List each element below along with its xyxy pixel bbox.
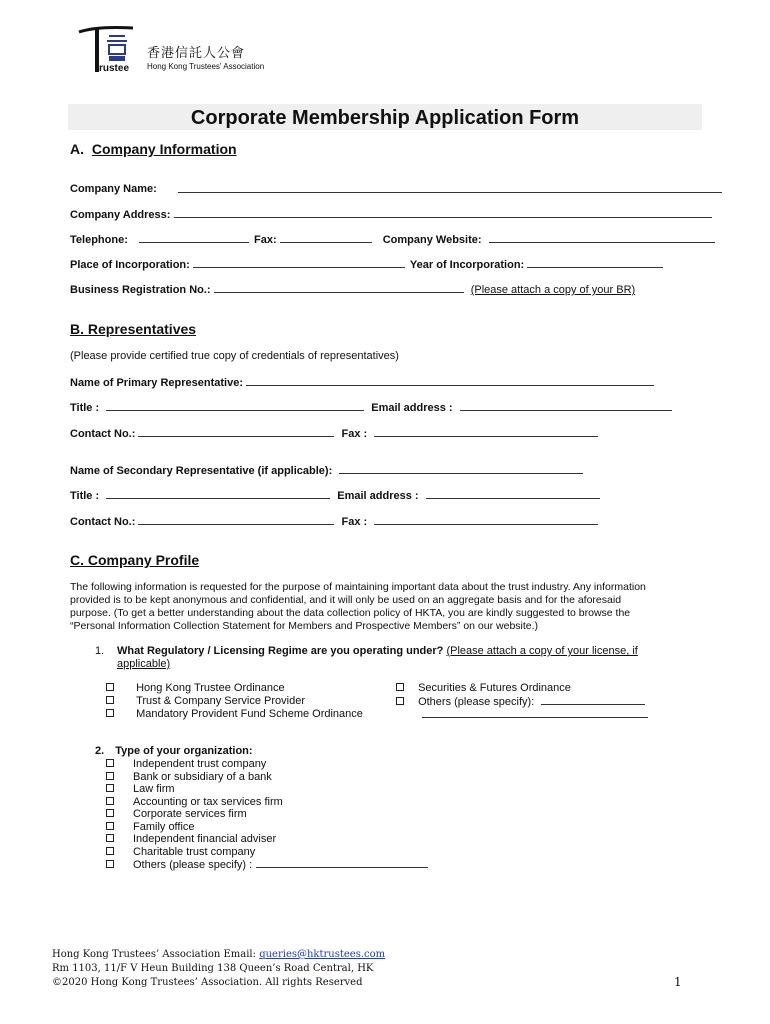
secondary-email-field[interactable] — [426, 489, 600, 499]
primary-fax-field[interactable] — [374, 427, 598, 437]
intro-line: purpose. (To get a better understanding about the data collection policy of HKTA, you are kindly suggested to browse the — [70, 607, 631, 619]
option-label: Others (please specify): — [418, 696, 535, 708]
option-label: Corporate services firm — [133, 808, 247, 820]
secondary-contact-label: Contact No.: — [70, 516, 136, 528]
org-type-list — [106, 758, 428, 872]
option-label: Independent financial adviser — [133, 833, 277, 845]
section-b-heading: B. Representatives — [70, 321, 197, 337]
company-address-field[interactable] — [174, 208, 712, 218]
checkbox[interactable] — [106, 834, 114, 842]
option-label: Family office — [133, 820, 195, 833]
list-item — [106, 846, 428, 859]
checkbox[interactable] — [106, 696, 114, 704]
option-label: Trust & Company Service Provider — [136, 695, 305, 707]
secondary-email-label: Email address : — [337, 490, 419, 502]
checkbox[interactable] — [106, 772, 114, 780]
footer-email-link[interactable]: queries@hktrustees.com — [259, 949, 386, 960]
section-b-note: (Please provide certified true copy of credentials of representatives) — [70, 350, 399, 362]
checkbox[interactable] — [106, 822, 114, 830]
option-label: Securities & Futures Ordinance — [418, 682, 571, 694]
list-item — [106, 771, 428, 784]
checkbox[interactable] — [106, 809, 114, 817]
option-label: Bank or subsidiary of a bank — [133, 770, 272, 783]
fax-field[interactable] — [280, 233, 372, 243]
primary-rep-label: Name of Primary Representative: — [70, 377, 244, 389]
option-label: Others (please specify) : — [133, 859, 253, 871]
footer — [52, 948, 385, 990]
primary-contact-label: Contact No.: — [70, 428, 136, 440]
br-number-field[interactable] — [214, 283, 464, 293]
others-specify-field[interactable] — [541, 695, 645, 705]
secondary-rep-field[interactable] — [339, 464, 583, 474]
checkbox[interactable] — [106, 797, 114, 805]
secondary-title-field[interactable] — [106, 489, 330, 499]
section-a-heading — [70, 141, 237, 157]
list-item — [106, 796, 428, 809]
company-website-label: Company Website: — [382, 234, 482, 246]
list-item — [106, 808, 428, 821]
q1-number: 1. — [95, 645, 105, 657]
list-item — [106, 821, 428, 834]
list-item — [106, 833, 428, 846]
option-label: Mandatory Provident Fund Scheme Ordinance — [136, 708, 363, 720]
option-label: Law firm — [133, 783, 175, 795]
secondary-contact-field[interactable] — [138, 515, 334, 525]
others-specify-field-cont[interactable] — [422, 708, 648, 718]
option-label: Charitable trust company — [133, 845, 256, 858]
checkbox[interactable] — [106, 709, 114, 717]
primary-contact-field[interactable] — [138, 427, 334, 437]
year-incorporation-label: Year of Incorporation: — [409, 259, 525, 271]
company-name-field[interactable] — [178, 183, 722, 193]
primary-fax-label: Fax : — [341, 428, 368, 440]
place-incorporation-label: Place of Incorporation: — [70, 259, 190, 271]
page-title: Corporate Membership Application Form — [190, 107, 580, 129]
company-address-label: Company Address: — [70, 209, 171, 221]
page-number: 1 — [674, 975, 682, 989]
footer-address: Rm 1103, 11/F V Heun Building 138 Queen’s Road Central, HK — [52, 963, 374, 974]
logo-mark-text: rustee — [99, 63, 130, 74]
secondary-fax-label: Fax : — [341, 516, 368, 528]
checkbox[interactable] — [106, 784, 114, 792]
place-incorporation-field[interactable] — [193, 258, 405, 268]
q2-text: Type of your organization: — [115, 745, 253, 757]
primary-email-label: Email address : — [371, 402, 453, 414]
list-item — [106, 858, 428, 872]
q1-note: (Please attach a copy of your license, if — [446, 645, 638, 657]
company-website-field[interactable] — [489, 233, 715, 243]
checkbox[interactable] — [106, 847, 114, 855]
checkbox[interactable] — [106, 683, 114, 691]
org-others-field[interactable] — [256, 858, 428, 868]
fax-label: Fax: — [253, 234, 277, 246]
intro-line: “Personal Information Collection Statement for Members and Prospective Members” on our website.) — [70, 620, 539, 632]
intro-line: provided is to be kept anonymous and confidential, and it will only be used on an aggregate basis and for the aforesaid — [70, 594, 622, 606]
q1-note-cont: applicable) — [117, 658, 171, 670]
footer-copyright: ©2020 Hong Kong Trustees’ Association. All rights Reserved — [52, 977, 363, 988]
list-item — [106, 783, 428, 796]
secondary-rep-label: Name of Secondary Representative (if applicable): — [70, 465, 333, 477]
logo-name-en: Hong Kong Trustees' Association — [147, 62, 265, 71]
footer-org-email-label: Hong Kong Trustees’ Association Email: — [52, 949, 257, 960]
logo-name-zh: 香港信託人公會 — [147, 46, 246, 61]
checkbox[interactable] — [396, 697, 404, 705]
option-label: Independent trust company — [133, 758, 267, 770]
section-c-intro — [70, 581, 710, 633]
list-item — [106, 758, 428, 771]
company-name-label: Company Name: — [70, 183, 157, 195]
primary-rep-field[interactable] — [246, 376, 654, 386]
q1-text: What Regulatory / Licensing Regime are you operating under? — [117, 645, 444, 657]
br-number-label: Business Registration No.: — [70, 284, 211, 296]
logo — [75, 22, 275, 78]
section-c-heading: C. Company Profile — [70, 552, 200, 568]
primary-email-field[interactable] — [460, 401, 672, 411]
footer-line-email — [52, 948, 385, 962]
secondary-fax-field[interactable] — [374, 515, 598, 525]
checkbox[interactable] — [396, 683, 404, 691]
telephone-field[interactable] — [139, 233, 249, 243]
q2-number: 2. — [95, 745, 105, 757]
telephone-label: Telephone: — [70, 234, 128, 246]
checkbox[interactable] — [106, 759, 114, 767]
br-note: (Please attach a copy of your BR) — [470, 284, 636, 296]
option-label: Hong Kong Trustee Ordinance — [136, 682, 285, 694]
year-incorporation-field[interactable] — [527, 258, 663, 268]
primary-title-label: Title : — [70, 402, 100, 414]
secondary-title-label: Title : — [70, 490, 100, 502]
section-a-letter: A. — [70, 141, 84, 157]
intro-line: The following information is requested for the purpose of maintaining important data about the trust industry. Any information — [70, 581, 646, 593]
primary-title-field[interactable] — [106, 401, 364, 411]
checkbox[interactable] — [106, 860, 114, 868]
section-a-title: Company Information — [91, 141, 237, 157]
option-label: Accounting or tax services firm — [133, 795, 283, 808]
